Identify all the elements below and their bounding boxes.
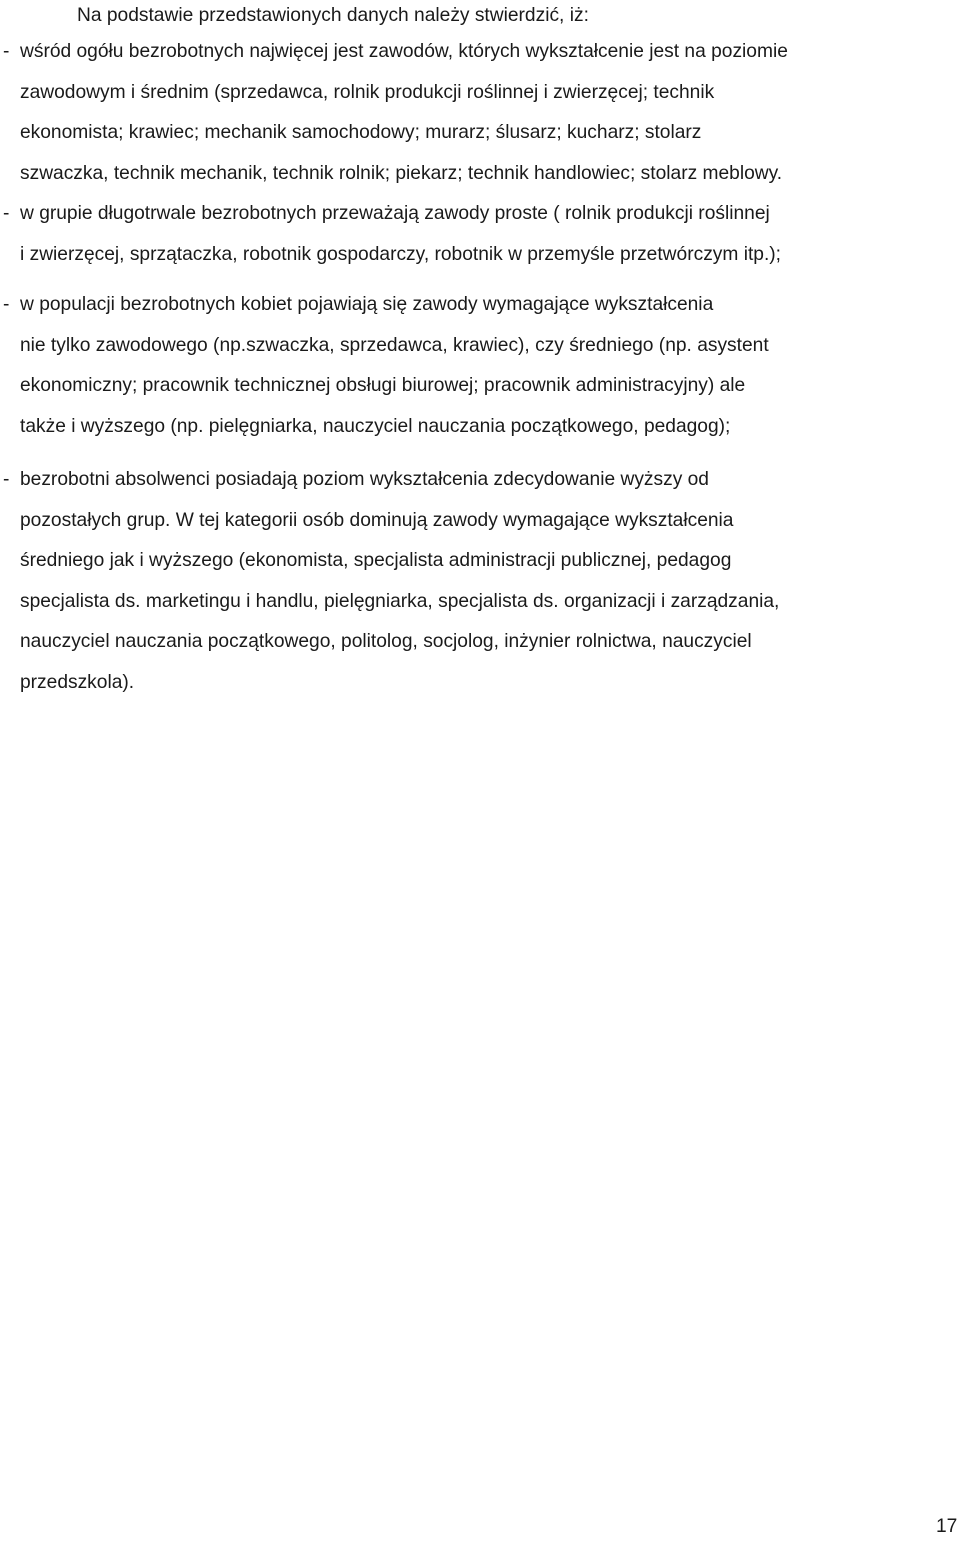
bullet-item-3 xyxy=(0,285,956,447)
bullet-marker: - xyxy=(3,203,10,224)
bullet-text: bezrobotni absolwenci posiadają poziom wykształcenia zdecydowanie wyższy od pozostałych grup. W tej kategorii osób dominują zawody wymagające wykształcenia średniego jak i wyższego (ekonomista, specjalista administracji publicznej, pedagog specjalista ds. marketingu i handlu, pielęgniarka, specjalista ds. organizacji i zarządzania, nauczyciel nauczania początkowego, politolog, socjolog, inżynier rolnictwa, nauczyciel przedszkola). xyxy=(20,469,780,693)
bullet-text: w grupie długotrwale bezrobotnych przeważają zawody proste ( rolnik produkcji roślinnej i zwierzęcej, sprzątaczka, robotnik gospodarczy, robotnik w przemyśle przetwórczym itp.); xyxy=(20,203,782,265)
intro-paragraph: Na podstawie przedstawionych danych należy stwierdzić, iż: xyxy=(77,5,589,26)
bullet-item-4 xyxy=(0,460,956,703)
bullet-item-2 xyxy=(0,194,956,275)
bullet-text: wśród ogółu bezrobotnych najwięcej jest zawodów, których wykształcenie jest na poziomie zawodowym i średnim (sprzedawca, rolnik produkcji roślinnej i zwierzęcej; technik ekonomista; krawiec; mechanik samochodowy; murarz; ślusarz; kucharz; stolarz szwaczka, technik mechanik, technik rolnik; piekarz; technik handlowiec; stolarz meblowy. xyxy=(20,41,788,184)
bullet-marker: - xyxy=(3,41,10,62)
bullet-text: w populacji bezrobotnych kobiet pojawiają się zawody wymagające wykształcenia nie tylko zawodowego (np.szwaczka, sprzedawca, krawiec), czy średniego (np. asystent ekonomiczny; pracownik technicznej obsługi biurowej; pracownik administracyjny) ale także i wyższego (np. pielęgniarka, nauczyciel nauczania początkowego, pedagog); xyxy=(20,294,769,437)
bullet-marker: - xyxy=(3,294,10,315)
bullet-item-1 xyxy=(0,32,956,194)
bullet-marker: - xyxy=(3,469,10,490)
page-number: 17 xyxy=(936,1516,958,1537)
